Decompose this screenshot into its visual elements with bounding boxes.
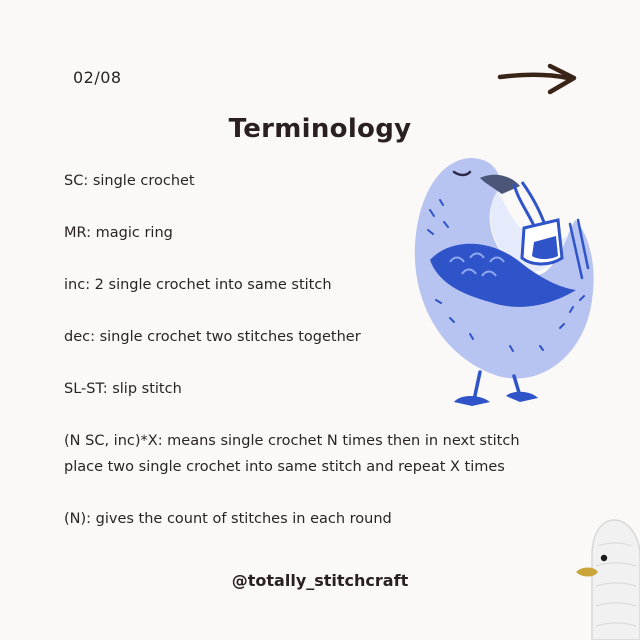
term-repeat-line-1: (N SC, inc)*X: means single crochet N times then in next stitch	[64, 433, 520, 449]
term-count: (N): gives the count of stitches in each round	[64, 511, 392, 527]
term-repeat-line-2: place two single crochet into same stitch and repeat X times	[64, 459, 505, 475]
term-dec: dec: single crochet two stitches together	[64, 329, 361, 345]
bird-illustration	[410, 150, 600, 412]
term-inc: inc: 2 single crochet into same stitch	[64, 277, 332, 293]
social-handle: @totally_stitchcraft	[231, 571, 409, 590]
term-sl-st: SL-ST: slip stitch	[64, 381, 182, 397]
page-title: Terminology	[228, 114, 412, 144]
term-sc: SC: single crochet	[64, 173, 195, 189]
page-number: 02/08	[73, 68, 122, 87]
term-mr: MR: magic ring	[64, 225, 173, 241]
arrow-right-icon[interactable]	[496, 62, 578, 96]
